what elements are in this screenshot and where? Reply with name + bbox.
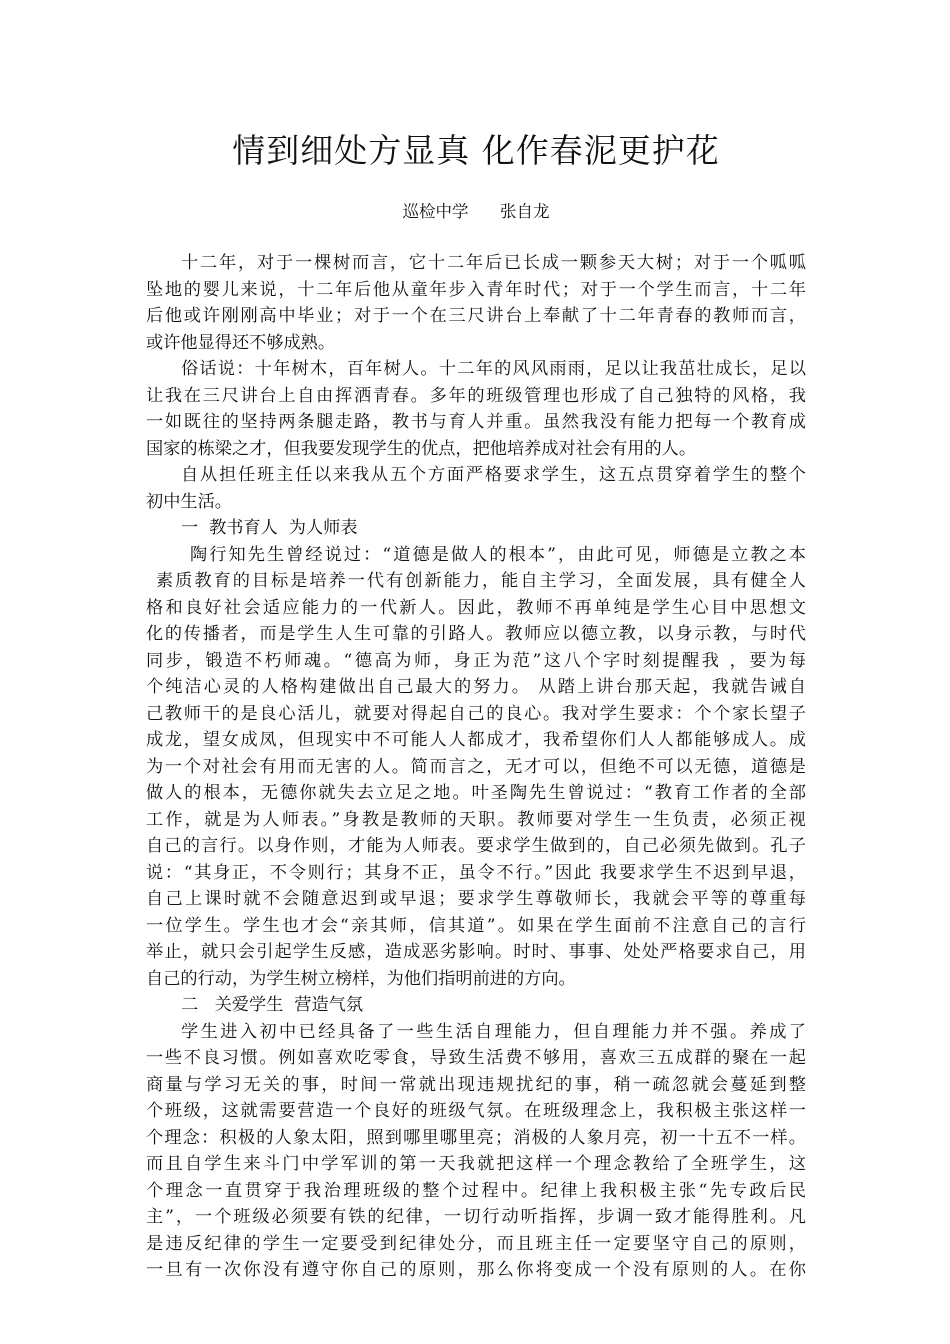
text-line: 己教师干的是良心活儿，就要对得起自己的良心。我对学生要求：个个家长望子 — [146, 703, 806, 724]
text-line: 同步，锻造不朽师魂。“德高为师，身正为范”这八个字时刻提醒我 ，要为每 — [146, 650, 806, 671]
document-body — [146, 250, 806, 1284]
text-line: 一旦有一次你没有遵守你自己的原则，那么你将变成一个没有原则的人。在你 — [146, 1260, 806, 1280]
text-line: 自己的行动，为学生树立榜样，为他们指明前进的方向。 — [146, 968, 576, 989]
text-line: 自己的言行。以身作则，才能为人师表。要求学生做到的，自己必须先做到。孔子 — [146, 836, 806, 856]
text-line: 陶行知先生曾经说过：“道德是做人的根本”，由此可见，师德是立教之本 — [190, 544, 806, 565]
text-line: 成龙，望女成凤，但现实中不可能人人都成才，我希望你们人人都能够成人。成 — [146, 730, 806, 750]
text-line: 个理念一直贯穿于我治理班级的整个过程中。纪律上我积极主张“先专政后民 — [146, 1180, 806, 1201]
text-line: 个纯洁心灵的人格构建做出自己最大的努力。 从踏上讲台那天起，我就告诫自 — [146, 677, 806, 697]
text-line: 一位学生。学生也才会“亲其师，信其道”。如果在学生面前不注意自己的言行 — [146, 915, 806, 936]
text-line: 初中生活。 — [146, 491, 232, 512]
text-line: 自从担任班主任以来我从五个方面严格要求学生，这五点贯穿着学生的整个 — [181, 465, 806, 485]
text-line: 十二年，对于一棵树而言，它十二年后已长成一颗参天大树；对于一个呱呱 — [181, 253, 806, 273]
text-line: 后他或许刚刚高中毕业；对于一个在三尺讲台上奉献了十二年青春的教师而言， — [146, 306, 806, 326]
text-line: 说：“其身正，不令则行；其身不正，虽令不行。”因此 我要求学生不迟到早退， — [146, 862, 806, 883]
text-line: 为一个对社会有用而无害的人。简而言之，无才可以，但绝不可以无德，道德是 — [146, 756, 806, 777]
text-line: 一 教书育人 为人师表 — [181, 518, 358, 538]
text-line: 让我在三尺讲台上自由挥洒青春。多年的班级管理也形成了自己独特的风格，我 — [146, 385, 806, 406]
text-line: 举止，就只会引起学生反感，造成恶劣影响。时时、事事、处处严格要求自己，用 — [146, 942, 806, 962]
text-line: 一如既往的坚持两条腿走路，教书与育人并重。虽然我没有能力把每一个教育成 — [146, 412, 806, 432]
text-line: 做人的根本，无德你就失去立足之地。叶圣陶先生曾说过：“教育工作者的全部 — [146, 783, 806, 803]
text-line: 个理念：积极的人象太阳，照到哪里哪里亮；消极的人象月亮，初一十五不一样。 — [146, 1127, 806, 1148]
text-line: 国家的栋梁之才，但我要发现学生的优点，把他培养成对社会有用的人。 — [146, 438, 697, 459]
text-line: 俗话说：十年树木，百年树人。十二年的风风雨雨，足以让我茁壮成长，足以 — [181, 359, 806, 379]
text-line: 学生进入初中已经具备了一些生活自理能力，但自理能力并不强。养成了 — [181, 1021, 806, 1042]
document-title: 情到细处方显真 化作春泥更护花 — [232, 131, 720, 170]
text-line: 主”，一个班级必须要有铁的纪律，一切行动听指挥，步调一致才能得胜利。凡 — [146, 1207, 806, 1227]
text-line: 二 关爱学生 营造气氛 — [181, 995, 364, 1015]
text-line: 而且自学生来斗门中学军训的第一天我就把这样一个理念教给了全班学生，这 — [146, 1154, 806, 1174]
text-line: 坠地的婴儿来说，十二年后他从童年步入青年时代；对于一个学生而言，十二年 — [146, 279, 806, 300]
text-line: 商量与学习无关的事，时间一常就出现违规扰纪的事，稍一疏忽就会蔓延到整 — [146, 1074, 806, 1095]
text-line: 一些不良习惯。例如喜欢吃零食，导致生活费不够用，喜欢三五成群的聚在一起 — [146, 1048, 806, 1068]
text-line: 个班级，这就需要营造一个良好的班级气氛。在班级理念上，我积极主张这样一 — [146, 1101, 806, 1121]
text-line: 化的传播者，而是学生人生可靠的引路人。教师应以德立教，以身示教，与时代 — [146, 624, 806, 644]
text-line: 是违反纪律的学生一定要受到纪律处分，而且班主任一定要坚守自己的原则， — [146, 1233, 806, 1254]
text-line: 素质教育的目标是培养一代有创新能力，能自主学习，全面发展，具有健全人 — [156, 571, 806, 591]
author-line: 巡检中学 张自龙 — [402, 202, 550, 221]
text-line: 自己上课时就不会随意迟到或早退；要求学生尊敬师长，我就会平等的尊重每 — [146, 889, 806, 909]
text-line: 工作，就是为人师表。”身教是教师的天职。教师要对学生一生负责，必须正视 — [146, 809, 806, 830]
text-line: 或许他显得还不够成熟。 — [146, 332, 336, 353]
text-line: 格和良好社会适应能力的一代新人。因此，教师不再单纯是学生心目中思想文 — [146, 597, 806, 618]
